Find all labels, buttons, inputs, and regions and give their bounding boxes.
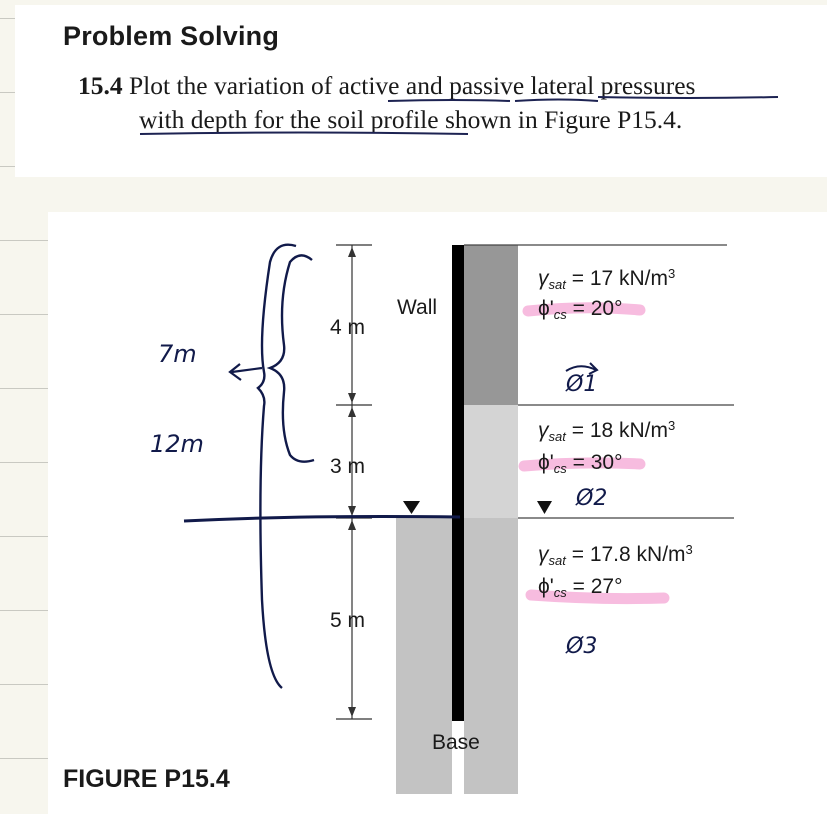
problem-line-2: with depth for the soil profile shown in Figure P15.4. <box>139 105 683 134</box>
dimension-label-4m: 4 m <box>330 316 366 339</box>
problem-number: 15.4 <box>78 71 123 100</box>
underline-pressures <box>598 97 778 98</box>
hand-label-7m: 7m <box>158 340 197 368</box>
hand-arrow-line <box>232 368 262 372</box>
underline-depth <box>140 133 468 135</box>
layer-2-gamma: $\gamma_{sat} = 18$ $kN/m^3$ <box>538 418 676 445</box>
arrowhead <box>348 393 356 403</box>
underline-active <box>388 100 510 101</box>
arrowhead <box>348 247 356 257</box>
water-table-icon <box>403 501 420 514</box>
hand-scribble <box>566 366 596 371</box>
layer-1-phi: $\phi'_{cs} = 20^\circ$ <box>538 297 623 322</box>
figure-caption: FIGURE P15.4 <box>63 765 230 793</box>
underline-passive <box>515 100 598 102</box>
hand-phi-2: Ø2 <box>576 486 608 511</box>
soil-layer-2 <box>464 405 518 518</box>
water-table-icon <box>537 501 552 514</box>
soil-layer-1 <box>464 245 518 405</box>
hand-brace-12m <box>258 245 296 688</box>
layer-2-phi: $\phi'_{cs} = 30^\circ$ <box>538 451 623 476</box>
hand-phi-1: Ø1 <box>566 372 598 397</box>
layer-3-gamma: $\gamma_{sat} = 17.8$ $kN/m^3$ <box>538 542 693 569</box>
arrowhead <box>348 506 356 516</box>
arrowhead <box>348 707 356 717</box>
dimension-label-5m: 5 m <box>330 609 366 632</box>
section-heading: Problem Solving <box>63 21 280 51</box>
hand-brace-7m <box>270 255 314 461</box>
problem-text-1: Plot the variation of active and passive lateral pressures <box>129 71 696 100</box>
hand-label-12m: 12m <box>150 430 204 458</box>
layer-1-gamma: $\gamma_{sat} = 17$ $kN/m^3$ <box>538 266 676 293</box>
dimension-label-3m: 3 m <box>330 455 366 478</box>
wall <box>452 245 464 721</box>
hand-phi-3: Ø3 <box>566 634 598 659</box>
wall-label: Wall <box>397 296 438 319</box>
base-label: Base <box>432 731 480 754</box>
layer-3-phi: $\phi'_{cs} = 27^\circ$ <box>538 575 623 600</box>
arrowhead <box>348 520 356 530</box>
arrowhead <box>348 407 356 417</box>
